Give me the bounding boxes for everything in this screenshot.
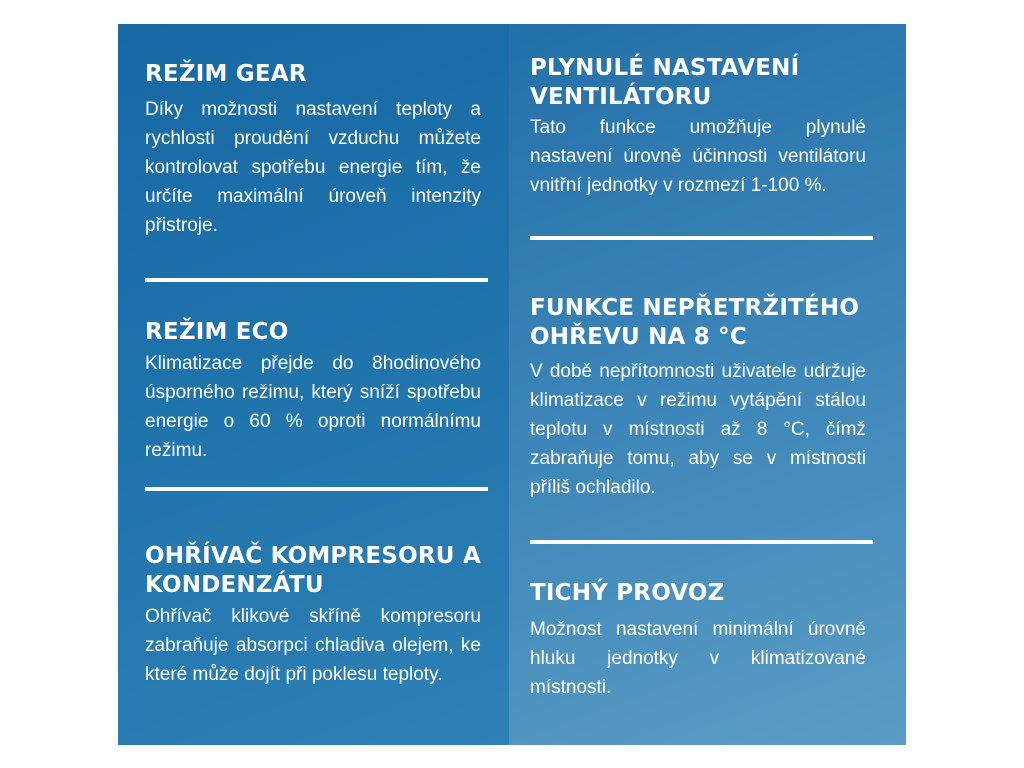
right-column <box>509 24 906 745</box>
divider <box>145 278 488 282</box>
silent-mode-title: TICHÝ PROVOZ <box>530 580 725 606</box>
features-panel <box>118 24 906 745</box>
divider <box>530 540 873 544</box>
gear-mode-text: Díky možnosti nastavení teploty a rychlosti proudění vzduchu můžete kontrolovat spotřebu energie tím, že určíte maximální úroveň intenzity přistroje. <box>145 99 481 236</box>
left-column <box>118 24 509 745</box>
silent-mode-text: Možnost nastavení minimální úrovně hluku jednotky v klimatizované místnosti. <box>530 619 866 698</box>
divider <box>530 236 873 240</box>
compressor-heater-title: OHŘÍVAČ KOMPRESORU A KONDENZÁTU <box>145 543 481 598</box>
continuous-heating-text: V době nepřítomnosti uživatele udržuje klimatizace v režimu vytápění stálou teplotu v místnosti až 8 °C, čímž zabraňuje tomu, aby se v místnosti příliš ochladilo. <box>530 361 866 498</box>
divider <box>145 487 488 491</box>
continuous-heating-title: FUNKCE NEPŘETRŽITÉHO OHŘEVU NA 8 °C <box>530 295 860 350</box>
gear-mode-title: REŽIM GEAR <box>145 61 307 87</box>
fan-setting-text: Tato funkce umožňuje plynulé nastavení úrovně účinnosti ventilátoru vnitřní jednotky v rozmezí 1-100 %. <box>530 117 866 196</box>
fan-setting-title: PLYNULÉ NASTAVENÍ VENTILÁTORU <box>530 55 800 110</box>
eco-mode-text: Klimatizace přejde do 8hodinového úsporného režimu, který sníží spotřebu energie o 60 % oproti normálnímu režimu. <box>145 353 481 461</box>
eco-mode-title: REŽIM ECO <box>145 319 289 345</box>
compressor-heater-text: Ohřívač klikové skříně kompresoru zabraňuje absorpci chladiva olejem, ke které může dojít při poklesu teploty. <box>145 606 481 685</box>
